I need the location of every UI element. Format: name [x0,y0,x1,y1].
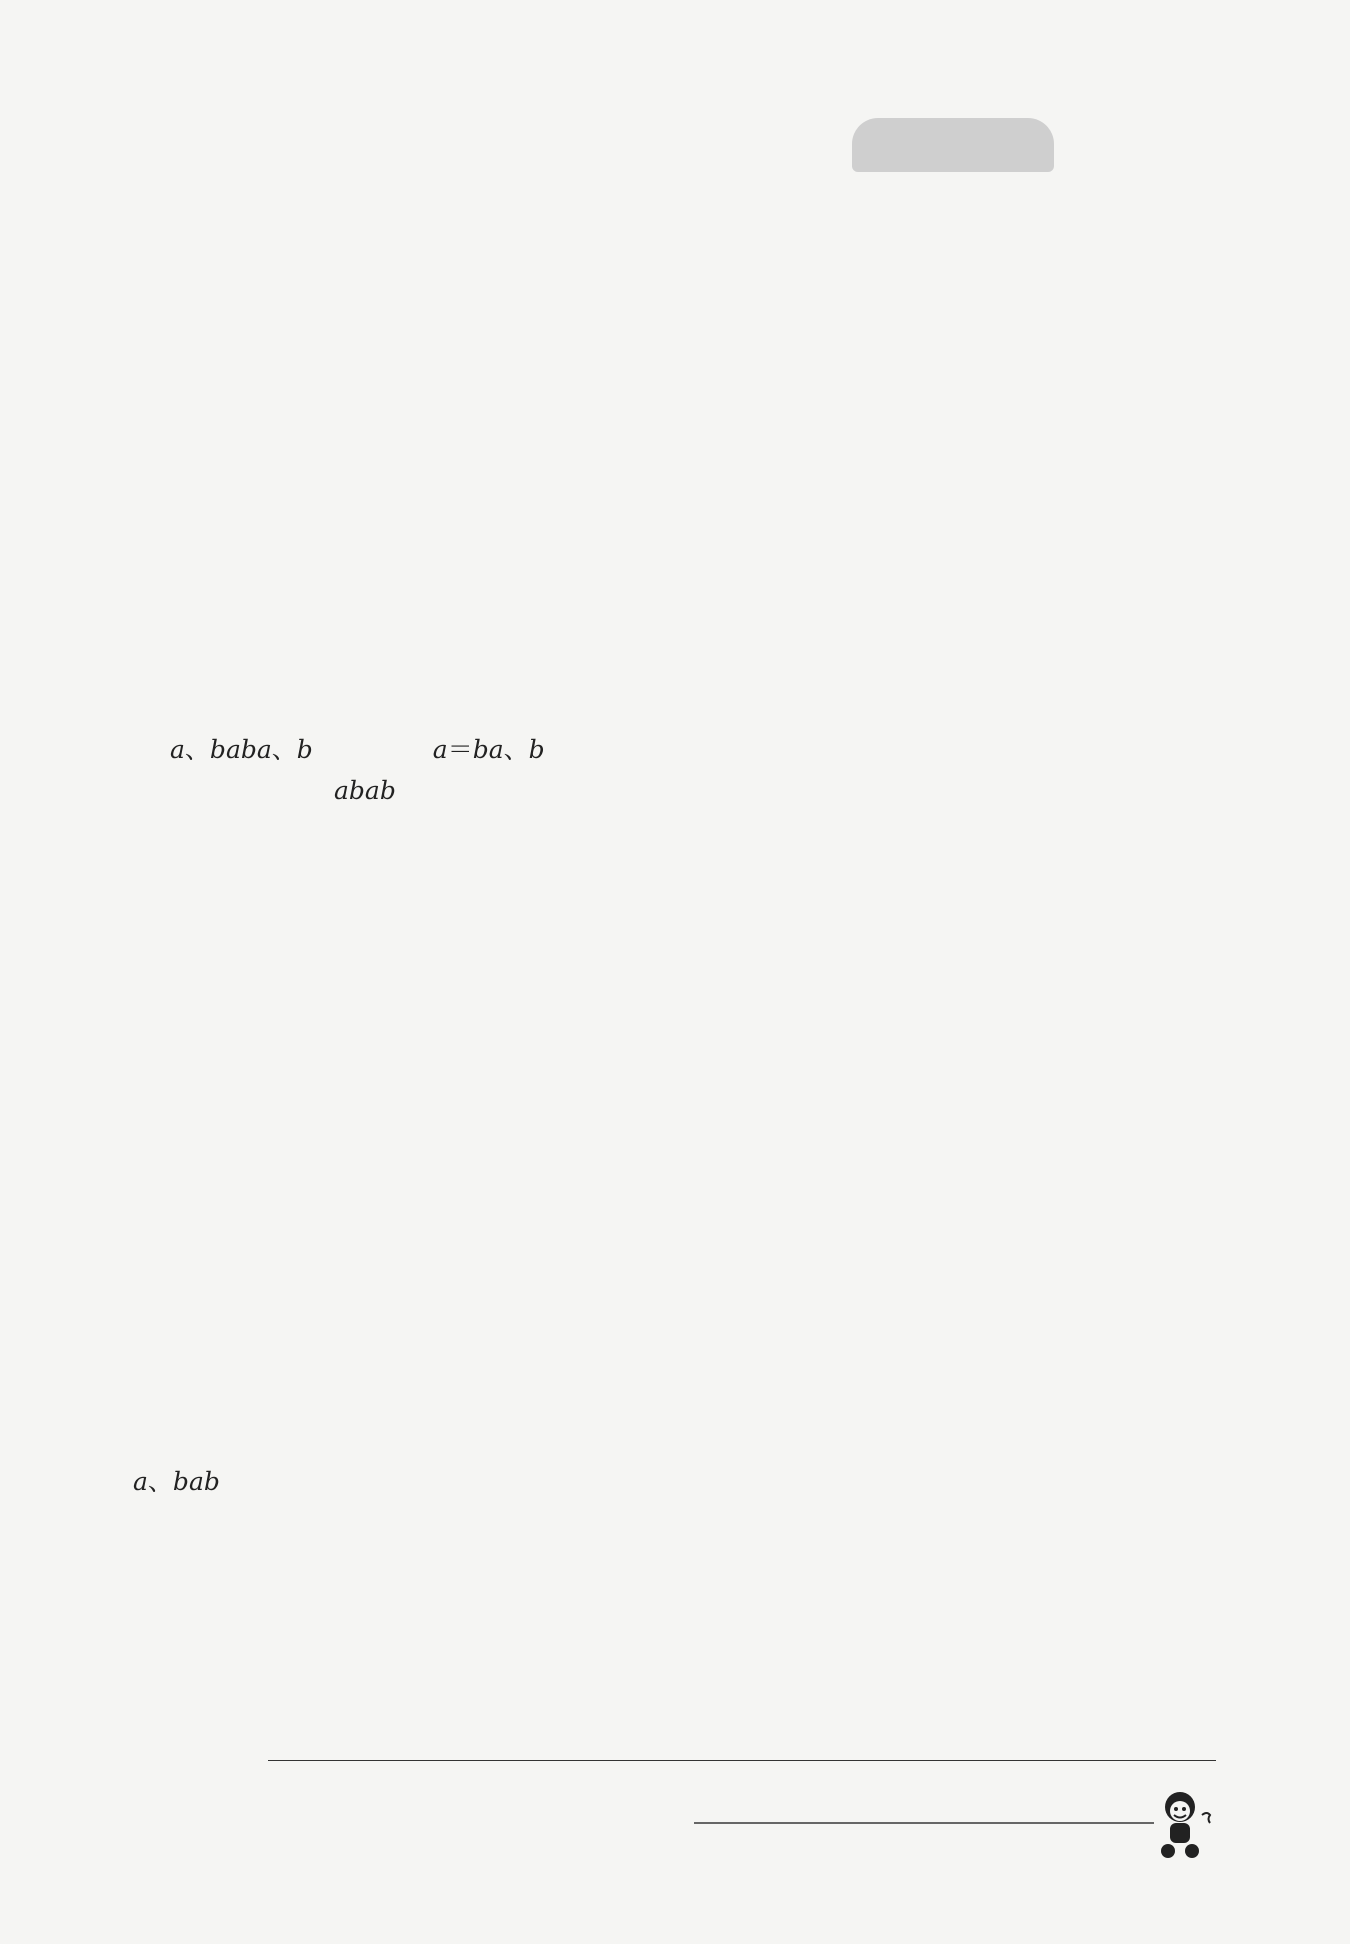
mascot-icon [1150,1785,1220,1865]
q1-p4-line2: abab [334,776,396,805]
q1-p3 [170,684,310,713]
q1-p2-line2 [224,638,624,667]
q1-p4-line1: a、baba、b a＝ba、b [170,735,545,764]
answer-line[interactable] [268,1760,1216,1761]
footer-rule [694,1822,1154,1824]
unit-badge [852,118,1054,172]
q1-p2-line1 [224,592,824,621]
q1-p1-line2 [224,500,564,529]
q4-title: a、bab [133,1467,220,1496]
q1-p1-line1 [224,454,704,483]
